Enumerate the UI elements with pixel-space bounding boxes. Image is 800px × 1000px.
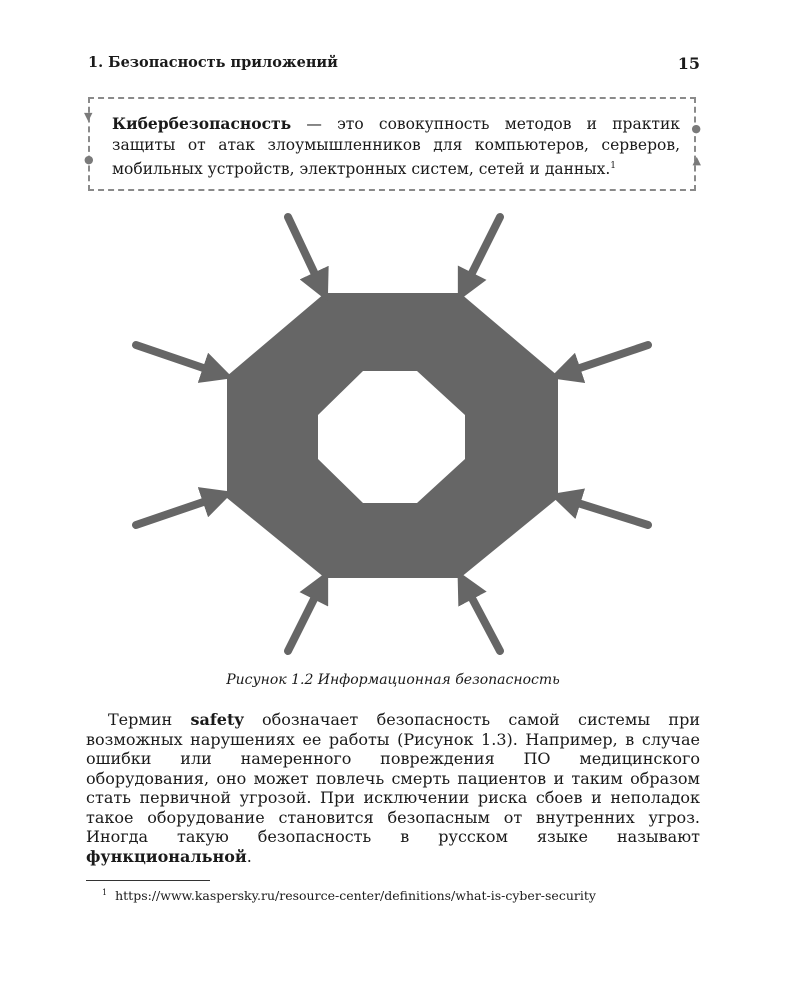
security-figure xyxy=(120,205,680,665)
chapter-title: 1. Безопасность приложений xyxy=(88,54,338,71)
footnote-rule xyxy=(86,880,210,881)
definition-text xyxy=(112,113,680,180)
threat-arrow xyxy=(565,345,648,373)
running-header xyxy=(88,54,700,74)
footnote xyxy=(86,885,700,904)
threat-arrow xyxy=(465,585,500,651)
octagon-ring xyxy=(227,293,558,578)
para-part-1: Термин xyxy=(108,710,191,729)
threat-arrow xyxy=(565,499,648,525)
term-functional: функциональной xyxy=(86,846,247,866)
threat-arrow xyxy=(288,585,321,651)
page-number: 15 xyxy=(677,54,700,73)
threat-arrow xyxy=(136,345,218,373)
threat-arrows xyxy=(136,217,648,651)
threat-arrow xyxy=(465,217,500,287)
para-part-2: обозначает безопасность самой системы при возможных нарушениях ее работы (Рисунок 1.3). Например, в случае ошибки или намеренного повреждения ПО медицинского оборудования, оно может повлечь смерть пациентов и таким образом стать первичной угрозой. При исключении риска сбоев и неполадок такое оборудование становится безопасным от внутренних угроз. Иногда такую безопасность в русском языке называют xyxy=(86,710,700,846)
footnote-link[interactable]: https://www.kaspersky.ru/resource-center/definitions/what-is-cyber-security xyxy=(115,888,596,904)
definition-term: Кибербезопасность xyxy=(112,114,292,133)
para-part-3: . xyxy=(246,846,252,866)
threat-arrow xyxy=(288,217,321,287)
footnote-number: 1 xyxy=(102,888,108,897)
dot-icon: ● xyxy=(84,153,94,166)
definition-body: — это совокупность методов и практик защиты от атак злоумышленников для компьютеров, серверов, мобильных устройств, электронных систем, сетей и данных. xyxy=(112,115,680,179)
definition-box xyxy=(84,97,701,191)
body-paragraph xyxy=(86,710,700,866)
threat-arrow xyxy=(136,497,218,525)
footnote-ref: 1 xyxy=(610,161,617,171)
figure-caption: Рисунок 1.2 Информационная безопасность xyxy=(226,672,560,688)
security-diagram xyxy=(120,205,680,665)
arrow-down-icon: ▼ xyxy=(84,110,93,123)
dot-icon: ● xyxy=(691,122,701,135)
arrow-up-icon: ▲ xyxy=(692,154,701,167)
term-safety: safety xyxy=(190,710,244,729)
